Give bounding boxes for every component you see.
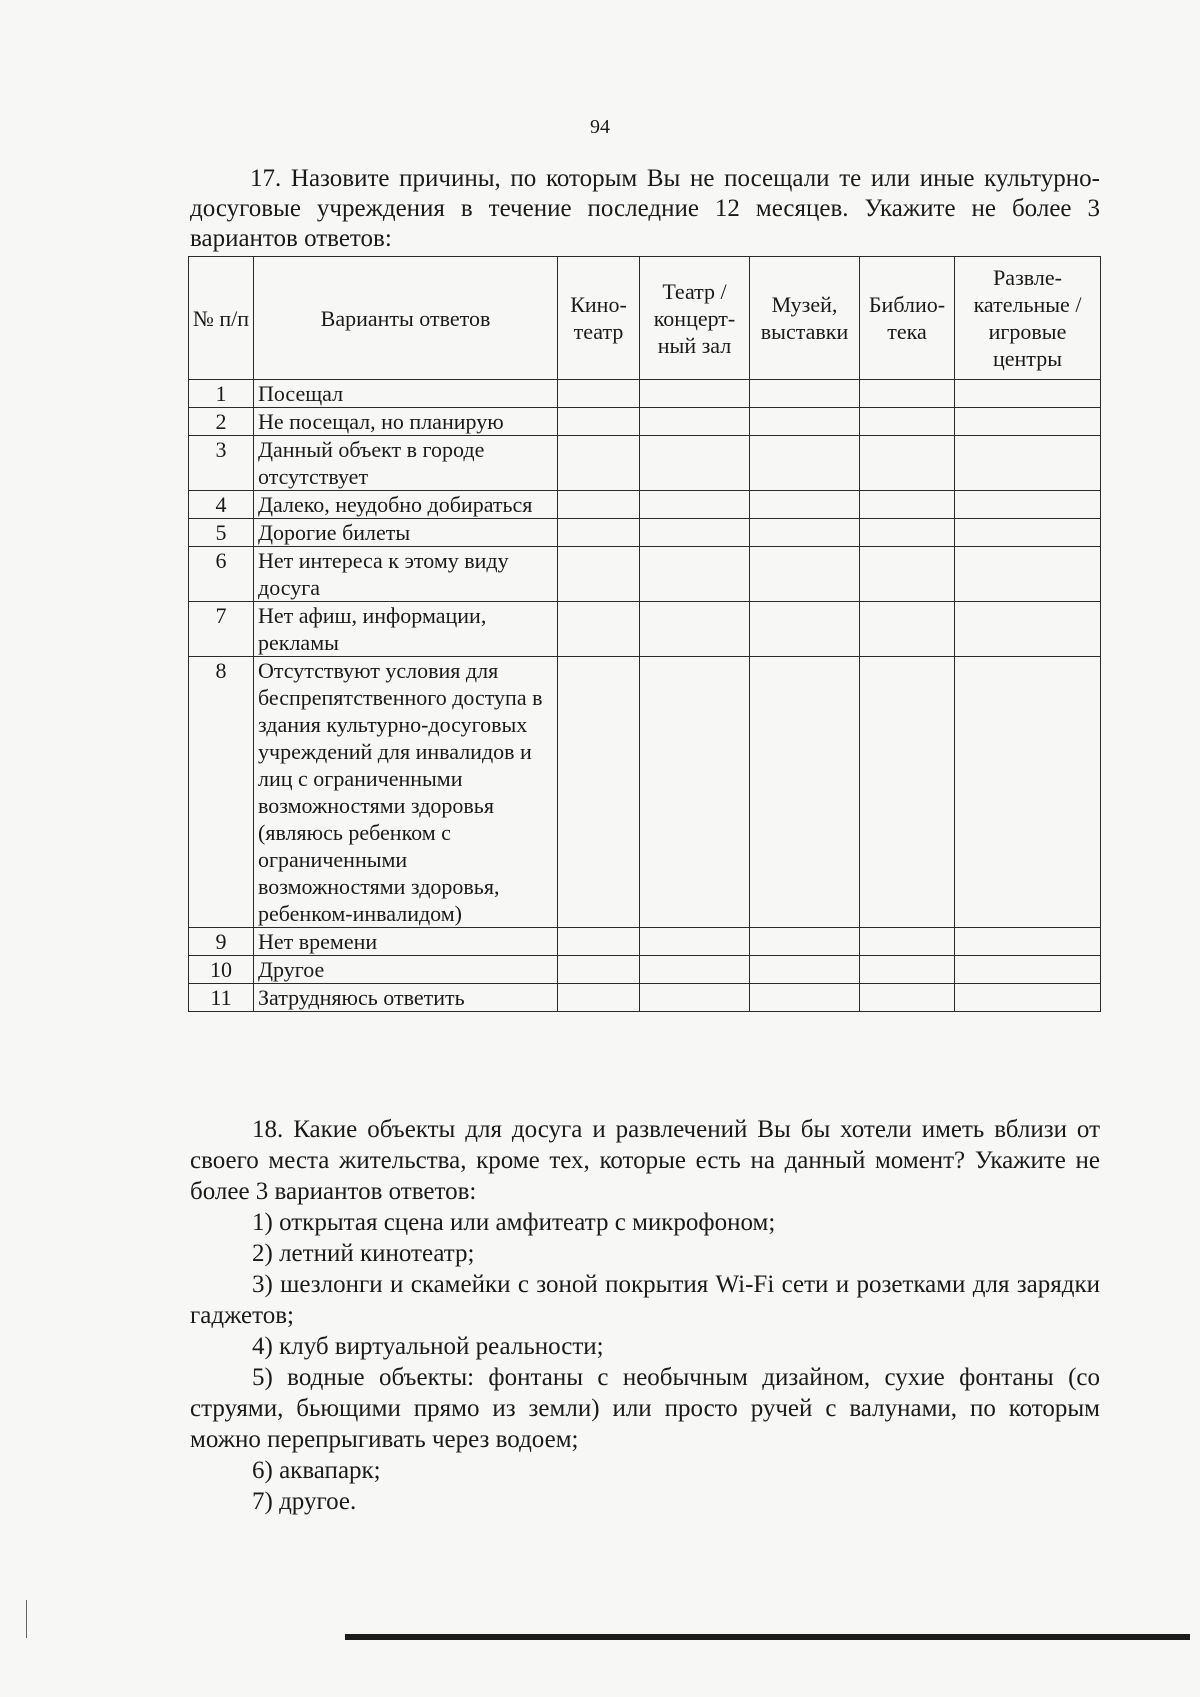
answer-cell-library[interactable]: [860, 657, 955, 928]
table-header-row: [189, 257, 1101, 380]
answer-cell-theatre[interactable]: [640, 602, 750, 657]
row-number: 11: [189, 984, 254, 1012]
question-18-text: 18. Какие объекты для досуга и развлечений Вы бы хотели иметь вблизи от своего места жительства, кроме тех, которые есть на данный момент? Укажите не более 3 вариантов ответов:: [190, 1116, 1100, 1205]
table-row: [189, 928, 1101, 956]
answer-cell-cinema[interactable]: [558, 436, 640, 491]
answer-cell-museum[interactable]: [750, 984, 860, 1012]
header-theatre: Театр / концерт-ный зал: [640, 257, 750, 380]
answer-cell-entertainment[interactable]: [955, 519, 1101, 547]
answer-cell-library[interactable]: [860, 547, 955, 602]
table-row: [189, 491, 1101, 519]
answer-cell-entertainment[interactable]: [955, 408, 1101, 436]
row-option-text: Далеко, неудобно добираться: [254, 491, 558, 519]
table-row: [189, 408, 1101, 436]
table-row: [189, 519, 1101, 547]
answer-cell-cinema[interactable]: [558, 380, 640, 408]
option-item: 7) другое.: [252, 1488, 357, 1515]
answer-cell-museum[interactable]: [750, 547, 860, 602]
answer-cell-museum[interactable]: [750, 519, 860, 547]
answer-cell-library[interactable]: [860, 491, 955, 519]
row-number: 3: [189, 436, 254, 491]
answer-cell-cinema[interactable]: [558, 657, 640, 928]
answer-cell-entertainment[interactable]: [955, 602, 1101, 657]
answer-cell-museum[interactable]: [750, 408, 860, 436]
row-number: 2: [189, 408, 254, 436]
answer-cell-cinema[interactable]: [558, 519, 640, 547]
row-option-text: Другое: [254, 956, 558, 984]
row-option-text: Нет афиш, информации, рекламы: [254, 602, 558, 657]
option-item: 3) шезлонги и скамейки с зоной покрытия Wi-Fi сети и розетками для зарядки гаджетов;: [190, 1271, 1100, 1329]
answer-cell-museum[interactable]: [750, 436, 860, 491]
answer-cell-theatre[interactable]: [640, 547, 750, 602]
table-row: [189, 657, 1101, 928]
page-number: 94: [590, 116, 610, 138]
table-row: [189, 602, 1101, 657]
answer-cell-library[interactable]: [860, 984, 955, 1012]
answer-cell-entertainment[interactable]: [955, 380, 1101, 408]
answer-cell-library[interactable]: [860, 436, 955, 491]
answer-cell-entertainment[interactable]: [955, 956, 1101, 984]
answer-cell-entertainment[interactable]: [955, 928, 1101, 956]
table-row: [189, 436, 1101, 491]
table-row: [189, 956, 1101, 984]
answer-cell-theatre[interactable]: [640, 408, 750, 436]
answer-cell-library[interactable]: [860, 602, 955, 657]
question-17-text: 17. Назовите причины, по которым Вы не посещали те или иные культурно-досуговые учреждения в течение последние 12 месяцев. Укажите не более 3 вариантов ответов:: [190, 165, 1100, 252]
row-option-text: Затрудняюсь ответить: [254, 984, 558, 1012]
option-item: 2) летний кинотеатр;: [252, 1240, 475, 1267]
answer-cell-cinema[interactable]: [558, 956, 640, 984]
table-row: [189, 547, 1101, 602]
answer-cell-theatre[interactable]: [640, 928, 750, 956]
option-item: 4) клуб виртуальной реальности;: [252, 1333, 604, 1360]
row-option-text: Данный объект в городе отсутствует: [254, 436, 558, 491]
row-number: 6: [189, 547, 254, 602]
row-number: 1: [189, 380, 254, 408]
question-17: [190, 164, 1100, 254]
answer-cell-entertainment[interactable]: [955, 547, 1101, 602]
answer-cell-library[interactable]: [860, 956, 955, 984]
answer-cell-entertainment[interactable]: [955, 436, 1101, 491]
row-option-text: Нет времени: [254, 928, 558, 956]
row-option-text: Дорогие билеты: [254, 519, 558, 547]
option-item: 5) водные объекты: фонтаны с необычным дизайном, сухие фонтаны (со струями, бьющими прямо из земли) или просто ручей с валунами, по которым можно перепрыгивать через водоем;: [190, 1364, 1100, 1453]
answer-cell-cinema[interactable]: [558, 491, 640, 519]
footer-rule: [345, 1634, 1190, 1640]
answer-cell-entertainment[interactable]: [955, 984, 1101, 1012]
header-museum: Музей, выставки: [750, 257, 860, 380]
header-options: Варианты ответов: [254, 257, 558, 380]
row-number: 8: [189, 657, 254, 928]
header-cinema: Кино-театр: [558, 257, 640, 380]
answer-cell-entertainment[interactable]: [955, 657, 1101, 928]
table-row: [189, 380, 1101, 408]
row-option-text: Посещал: [254, 380, 558, 408]
answer-cell-theatre[interactable]: [640, 956, 750, 984]
header-library: Библио-тека: [860, 257, 955, 380]
header-entertainment: Развле-кательные / игровые центры: [955, 257, 1101, 380]
answer-cell-entertainment[interactable]: [955, 491, 1101, 519]
row-number: 7: [189, 602, 254, 657]
question-18-options: [190, 1207, 1100, 1517]
answer-cell-museum[interactable]: [750, 928, 860, 956]
option-item: 6) аквапарк;: [252, 1457, 381, 1484]
row-number: 4: [189, 491, 254, 519]
question-18: [190, 1114, 1100, 1517]
row-number: 5: [189, 519, 254, 547]
answer-cell-museum[interactable]: [750, 380, 860, 408]
answer-cell-theatre[interactable]: [640, 491, 750, 519]
answer-cell-cinema[interactable]: [558, 547, 640, 602]
answer-cell-museum[interactable]: [750, 491, 860, 519]
row-number: 10: [189, 956, 254, 984]
row-number: 9: [189, 928, 254, 956]
answer-cell-library[interactable]: [860, 408, 955, 436]
margin-mark: [26, 1600, 27, 1638]
option-item: 1) открытая сцена или амфитеатр с микрофоном;: [252, 1209, 776, 1236]
row-option-text: Отсутствуют условия для беспрепятственного доступа в здания культурно-досуговых учреждений для инвалидов и лиц с ограниченными возможностями здоровья (являюсь ребенком с ограниченными возможностями здоровья, ребенком-инвалидом): [254, 657, 558, 928]
answer-cell-library[interactable]: [860, 928, 955, 956]
answer-cell-cinema[interactable]: [558, 602, 640, 657]
answer-cell-library[interactable]: [860, 380, 955, 408]
answer-cell-theatre[interactable]: [640, 519, 750, 547]
answer-cell-theatre[interactable]: [640, 984, 750, 1012]
answer-cell-cinema[interactable]: [558, 928, 640, 956]
answer-cell-museum[interactable]: [750, 602, 860, 657]
answer-cell-library[interactable]: [860, 519, 955, 547]
answer-cell-theatre[interactable]: [640, 436, 750, 491]
answer-cell-cinema[interactable]: [558, 408, 640, 436]
table-row: [189, 984, 1101, 1012]
survey-table: [188, 256, 1101, 1012]
answer-cell-theatre[interactable]: [640, 380, 750, 408]
row-option-text: Нет интереса к этому виду досуга: [254, 547, 558, 602]
answer-cell-theatre[interactable]: [640, 657, 750, 928]
answer-cell-museum[interactable]: [750, 956, 860, 984]
row-option-text: Не посещал, но планирую: [254, 408, 558, 436]
header-number: № п/п: [189, 257, 254, 380]
answer-cell-cinema[interactable]: [558, 984, 640, 1012]
answer-cell-museum[interactable]: [750, 657, 860, 928]
